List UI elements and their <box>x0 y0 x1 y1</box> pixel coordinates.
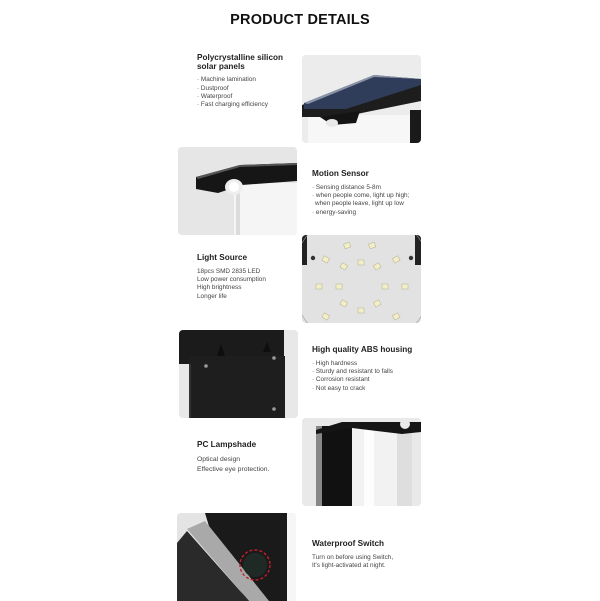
section-motion-sensor <box>312 170 427 217</box>
feature-item: It's light-activated at night. <box>312 562 386 569</box>
feature-item: · energy-saving <box>312 208 357 216</box>
feature-item: · Not easy to crack <box>312 384 366 392</box>
feature-item: when people leave, light up low <box>315 200 404 208</box>
section-heading: Waterproof Switch <box>312 539 385 548</box>
motion-sensor-photo <box>178 147 297 235</box>
feature-item: Optical design <box>197 455 241 463</box>
feature-item: · Dustproof <box>197 84 229 92</box>
led-board-photo <box>302 235 421 323</box>
feature-item: · when people come, light up high; <box>312 192 410 199</box>
feature-item: Effective eye protection. <box>197 465 270 473</box>
section-heading: Light Source <box>197 253 248 262</box>
section-light-source <box>197 254 312 301</box>
feature-item: · Sensing distance 5-8m <box>312 183 381 191</box>
feature-item: 18pcs SMD 2835 LED <box>197 267 261 275</box>
section-waterproof-switch <box>312 540 427 570</box>
waterproof-switch-photo <box>177 513 296 601</box>
feature-item: · High hardness <box>312 359 358 367</box>
section-heading: PC Lampshade <box>197 440 257 449</box>
feature-item: · Sturdy and resistant to falls <box>312 368 393 375</box>
section-heading: High quality ABS housing <box>312 345 413 354</box>
page-title: PRODUCT DETAILS <box>230 12 370 28</box>
heading-line: solar panels <box>197 61 245 71</box>
lampshade-photo <box>302 418 421 506</box>
feature-item: · Waterproof <box>197 93 233 100</box>
section-abs-housing <box>312 346 427 393</box>
feature-item: High brightness <box>197 284 242 292</box>
section-heading <box>197 54 312 71</box>
solar-panel-photo <box>302 55 421 143</box>
feature-item: · Fast charging efficiency <box>197 101 268 109</box>
feature-item: Turn on before using Switch, <box>312 553 394 561</box>
section-heading: Motion Sensor <box>312 169 369 178</box>
section-solar-panels <box>197 54 312 110</box>
section-pc-lampshade <box>197 441 312 475</box>
feature-item: · Machine lamination <box>197 76 256 84</box>
feature-item: Longer life <box>197 292 227 300</box>
heading-line: Polycrystalline silicon <box>197 53 284 62</box>
feature-item: Low power consumption <box>197 276 266 283</box>
abs-housing-photo <box>179 330 298 418</box>
feature-item: · Corrosion resistant <box>312 376 370 384</box>
